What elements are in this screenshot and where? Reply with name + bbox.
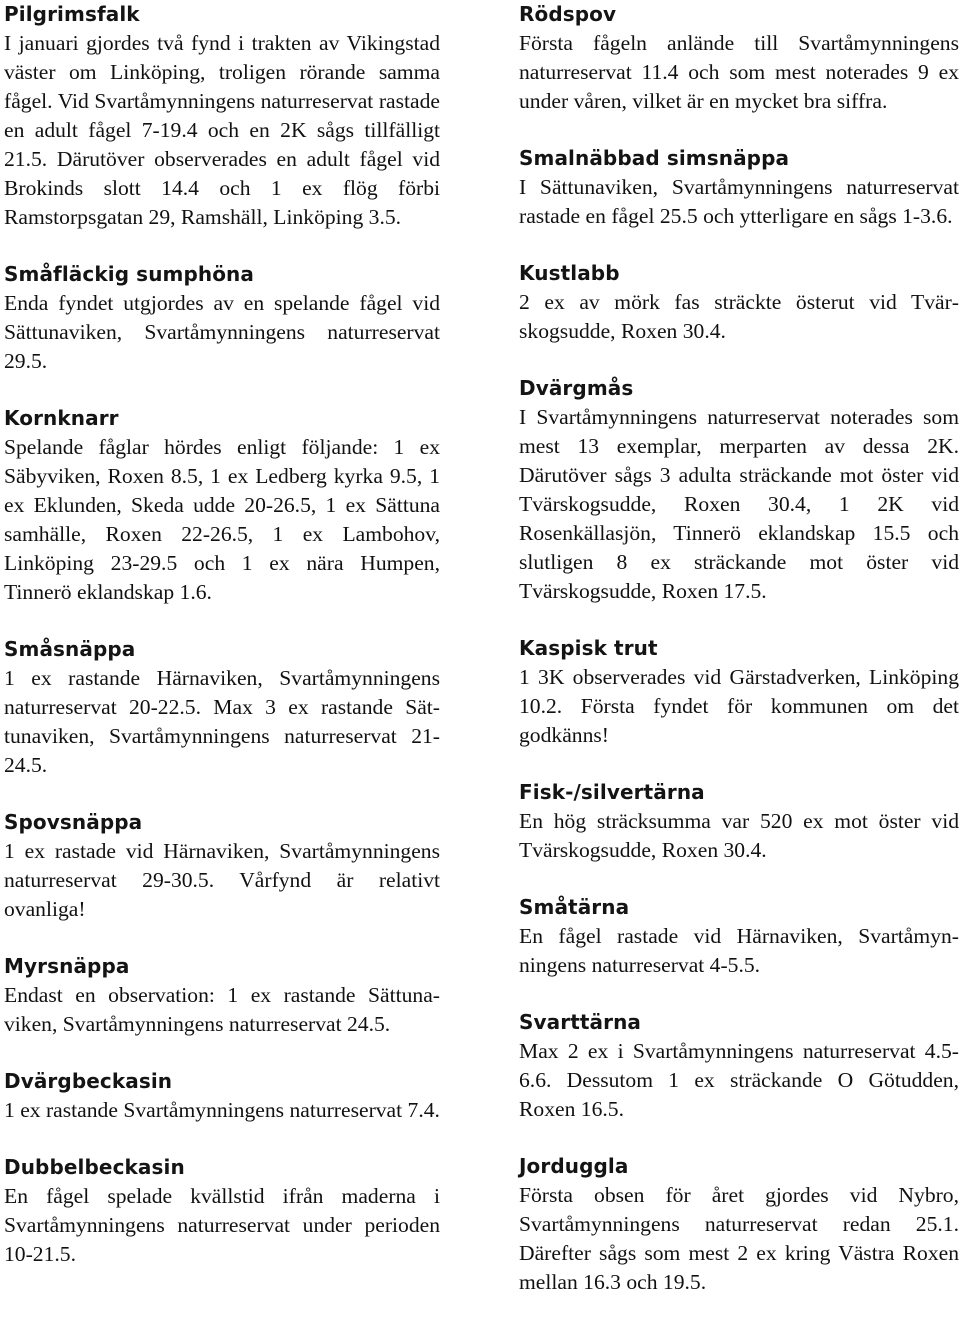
species-heading: Myrsnäppa xyxy=(4,954,130,978)
left-column xyxy=(4,0,440,1297)
species-heading: Fisk-/silvertärna xyxy=(519,780,705,804)
right-column xyxy=(519,0,959,1325)
species-text: Första fågeln anlände till Svartåmynningens naturreservat 11.4 och som mest noterades 9 ex under våren, vilket är en mycket bra siffra. xyxy=(519,31,959,113)
species-text: 1 ex rastande Svartåmynningens naturreservat 7.4. xyxy=(4,1098,440,1122)
species-text: Enda fyndet utgjordes av en spelande fågel vid Sättunaviken, Svartåmynningens naturreservat 29.5. xyxy=(4,291,440,373)
species-heading: Svarttärna xyxy=(519,1010,642,1034)
species-text: I Svartåmynningens naturreservat noterades som mest 13 exemplar, merparten av dessa 2K. Därutöver sågs 3 adulta sträckande mot öster vid Tvärskogsudde, Roxen 30.4, 1 2K vid Rosenkällasjön, Tinnerö eklandskap 15.5 och slutligen 8 ex sträckande mot öster vid Tvärskogsudde, Roxen 17.5. xyxy=(519,405,959,603)
species-text: I januari gjordes två fynd i trakten av Vikingstad väster om Linköping, troligen rörande samma fågel. Vid Svartåmynningens naturreservat rastade en adult fågel 7-19.4 och en 2K sågs tillfälligt 21.5. Därutöver observerades en adult fågel vid Brokinds slott 14.4 och 1 ex flög förbi Ramstorpsgatan 29, Ramshäll, Linköping 3.5. xyxy=(4,31,440,229)
species-text: I Sättunaviken, Svartåmynningens naturreservat rastade en fågel 25.5 och ytterligare en sågs 1-3.6. xyxy=(519,175,959,228)
species-entry xyxy=(519,0,959,116)
species-heading: Småtärna xyxy=(519,895,630,919)
species-text: Max 2 ex i Svartåmynningens naturreservat 4.5-6.6. Dessutom 1 ex sträckande O Götudden, Roxen 16.5. xyxy=(519,1039,959,1121)
species-entry xyxy=(519,1152,959,1297)
species-text: 1 ex rastande Härnaviken, Svartåmynningens naturreservat 20-22.5. Max 3 ex rastande Sättunaviken, Svartåmynningens naturreservat 21-24.5. xyxy=(4,666,440,777)
species-heading: Dubbelbeckasin xyxy=(4,1155,185,1179)
species-entry xyxy=(519,259,959,346)
species-text: Första obsen för året gjordes vid Nybro, Svartåmynningens naturreservat redan 25.1. Därefter sågs som mest 2 ex kring Västra Roxen mellan 16.3 och 19.5. xyxy=(519,1183,959,1294)
species-text: Spelande fåglar hördes enligt följande: 1 ex Säbyviken, Roxen 8.5, 1 ex Ledberg kyrka 9.5, 1 ex Eklunden, Skeda udde 20-26.5, 1 ex Sättuna samhälle, Roxen 22-26.5, 1 ex Lambohov, Linköping 23-29.5 och 1 ex nära Humpen, Tinnerö eklandskap 1.6. xyxy=(4,435,440,604)
species-entry xyxy=(4,1067,440,1125)
species-text: En hög sträcksumma var 520 ex mot öster vid Tvärskogsudde, Roxen 30.4. xyxy=(519,809,959,862)
species-text: 1 3K observerades vid Gärstadverken, Linköping 10.2. Första fyndet för kommunen om det godkänns! xyxy=(519,665,959,747)
species-heading: Kustlabb xyxy=(519,261,620,285)
species-entry xyxy=(4,808,440,924)
species-heading: Pilgrimsfalk xyxy=(4,2,140,26)
species-heading: Småsnäppa xyxy=(4,637,136,661)
species-text: 1 ex rastade vid Härnaviken, Svartåmynningens naturreservat 29-30.5. Vårfynd är relativt ovanliga! xyxy=(4,839,440,921)
species-heading: Småfläckig sumphöna xyxy=(4,262,254,286)
species-entry xyxy=(519,634,959,750)
species-text: 2 ex av mörk fas sträckte österut vid Tvärskogsudde, Roxen 30.4. xyxy=(519,290,959,343)
species-heading: Jorduggla xyxy=(519,1154,629,1178)
species-entry xyxy=(519,144,959,231)
species-entry xyxy=(4,1153,440,1269)
species-entry xyxy=(519,778,959,865)
species-text: En fågel spelade kvällstid ifrån maderna i Svartåmynningens naturreservat under perioden 10-21.5. xyxy=(4,1184,440,1266)
species-text: Endast en observation: 1 ex rastande Sättunaviken, Svartåmynningens naturreservat 24.5. xyxy=(4,983,440,1036)
species-entry xyxy=(4,260,440,376)
species-entry xyxy=(519,1008,959,1124)
species-text: En fågel rastade vid Härnaviken, Svartåmynningens naturreservat 4-5.5. xyxy=(519,924,959,977)
species-entry xyxy=(519,893,959,980)
species-entry xyxy=(4,0,440,232)
species-heading: Spovsnäppa xyxy=(4,810,143,834)
species-entry xyxy=(519,374,959,606)
species-heading: Kaspisk trut xyxy=(519,636,658,660)
species-heading: Smalnäbbad simsnäppa xyxy=(519,146,790,170)
species-heading: Dvärgbeckasin xyxy=(4,1069,173,1093)
species-heading: Dvärgmås xyxy=(519,376,634,400)
species-heading: Rödspov xyxy=(519,2,617,26)
species-heading: Kornknarr xyxy=(4,406,119,430)
species-entry xyxy=(4,635,440,780)
species-entry xyxy=(4,404,440,607)
species-entry xyxy=(4,952,440,1039)
